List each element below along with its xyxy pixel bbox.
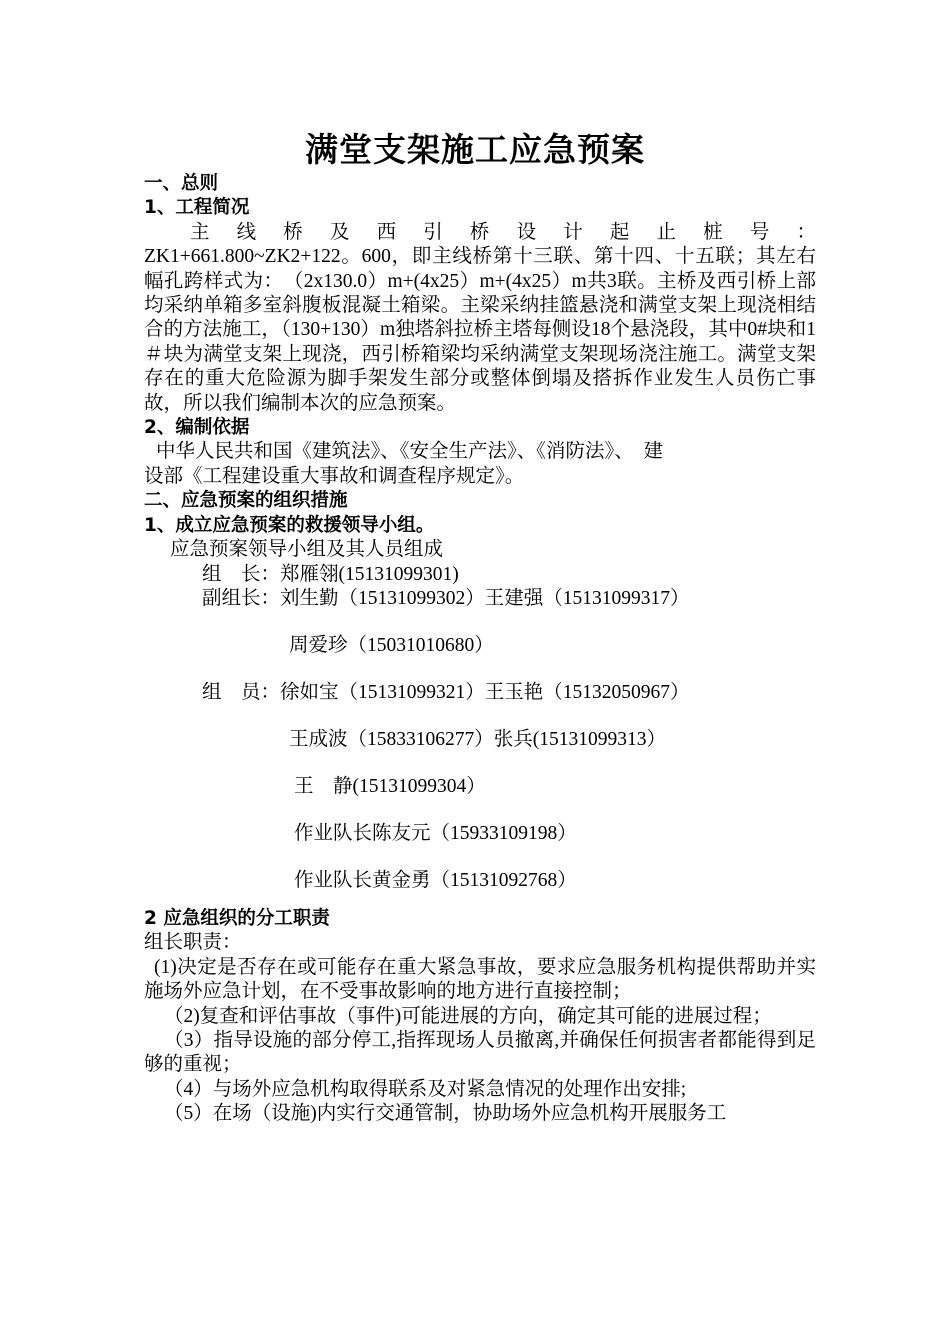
paragraph-stake-line: 主线桥及西引桥设计起止桩号： <box>190 221 816 243</box>
document-title: 满堂支架施工应急预案 <box>305 130 645 169</box>
paragraph-basis-line1: 中华人民共和国《建筑法》、《安全生产法》、《消防法》、 建 <box>156 441 664 463</box>
duty-title: 组长职责： <box>144 932 242 954</box>
paragraph-project-overview: ZK1+661.800~ZK2+122。600，即主线桥第十三联、第十四、十五联；其左右幅孔跨样式为： （2x130.0）m+(4x25）m+(4x25）m共3联。主桥及西引桥上部均采纳单箱多室斜腹板混凝土箱梁。主梁采纳挂篮悬浇和满堂支架上现浇相结合的方法施工，（130+130）m独塔斜拉桥主塔每侧设18个悬浇段，其中0#块和1＃块为满堂支架上现浇，西引桥箱梁均采纳满堂支架现场浇注施工。满堂支架存在的重大危险源为脚手架发生部分或整体倒塌及搭拆作业发生人员伤亡事故，所以我们编制本次的应急预案。 <box>144 246 816 414</box>
member-label: 组 员： <box>202 681 281 703</box>
leader-label: 组 长： <box>202 563 281 585</box>
member-names-1: 徐如宝（15131099321）王玉艳（15132050967） <box>280 681 690 703</box>
subheading-rescue-team: 1、成立应急预案的救援领导小组。 <box>144 514 435 536</box>
leader-row <box>144 563 816 587</box>
team-intro: 应急预案领导小组及其人员组成 <box>170 539 444 561</box>
subheading-basis: 2、编制依据 <box>144 417 250 439</box>
section-heading-organization: 二、应急预案的组织措施 <box>144 490 348 512</box>
subheading-project-overview: 1、工程简况 <box>144 197 250 219</box>
duty-item-3: （3）指导设施的部分停工,指挥现场人员撤离,并确保任何损害者都能得到足够的重视； <box>144 1029 816 1076</box>
member-row <box>144 681 816 728</box>
member-row-4: 作业队长陈友元（15933109198） <box>294 822 577 844</box>
duty-item-2: （2)复查和评估事故（事件)可能进展的方向，确定其可能的进展过程； <box>164 1005 772 1027</box>
member-row-3: 王 静(15131099304） <box>294 775 486 797</box>
team-member-list <box>144 563 816 907</box>
deputy-row <box>144 587 816 634</box>
member-row-2: 王成波（15833106277）张兵(15131099313） <box>289 728 666 750</box>
duty-item-4: （4）与场外应急机构取得联系及对紧急情况的处理作出安排; <box>164 1078 687 1100</box>
deputy-row-2: 周爱珍（15031010680） <box>289 634 494 656</box>
document-body <box>144 172 816 1127</box>
duty-item-1: (1)决定是否存在或可能存在重大紧急事故，要求应急服务机构提供帮助并实施场外应急计划，在不受事故影响的地方进行直接控制； <box>144 956 816 1003</box>
section-heading-general: 一、总则 <box>144 173 219 194</box>
deputy-names-1: 刘生勤（15131099302）王建强（15131099317） <box>280 587 690 609</box>
duty-item-5: （5）在场（设施)内实行交通管制，协助场外应急机构开展服务工 <box>164 1103 727 1125</box>
member-row-5: 作业队长黄金勇（15131092768） <box>294 869 577 891</box>
paragraph-basis-line2: 设部《工程建设重大事故和调查程序规定》。 <box>144 465 525 487</box>
leader-name: 郑雁翎(15131099301) <box>280 563 459 585</box>
deputy-label: 副组长： <box>202 587 281 609</box>
subheading-responsibilities: 2 应急组织的分工职责 <box>144 907 330 929</box>
